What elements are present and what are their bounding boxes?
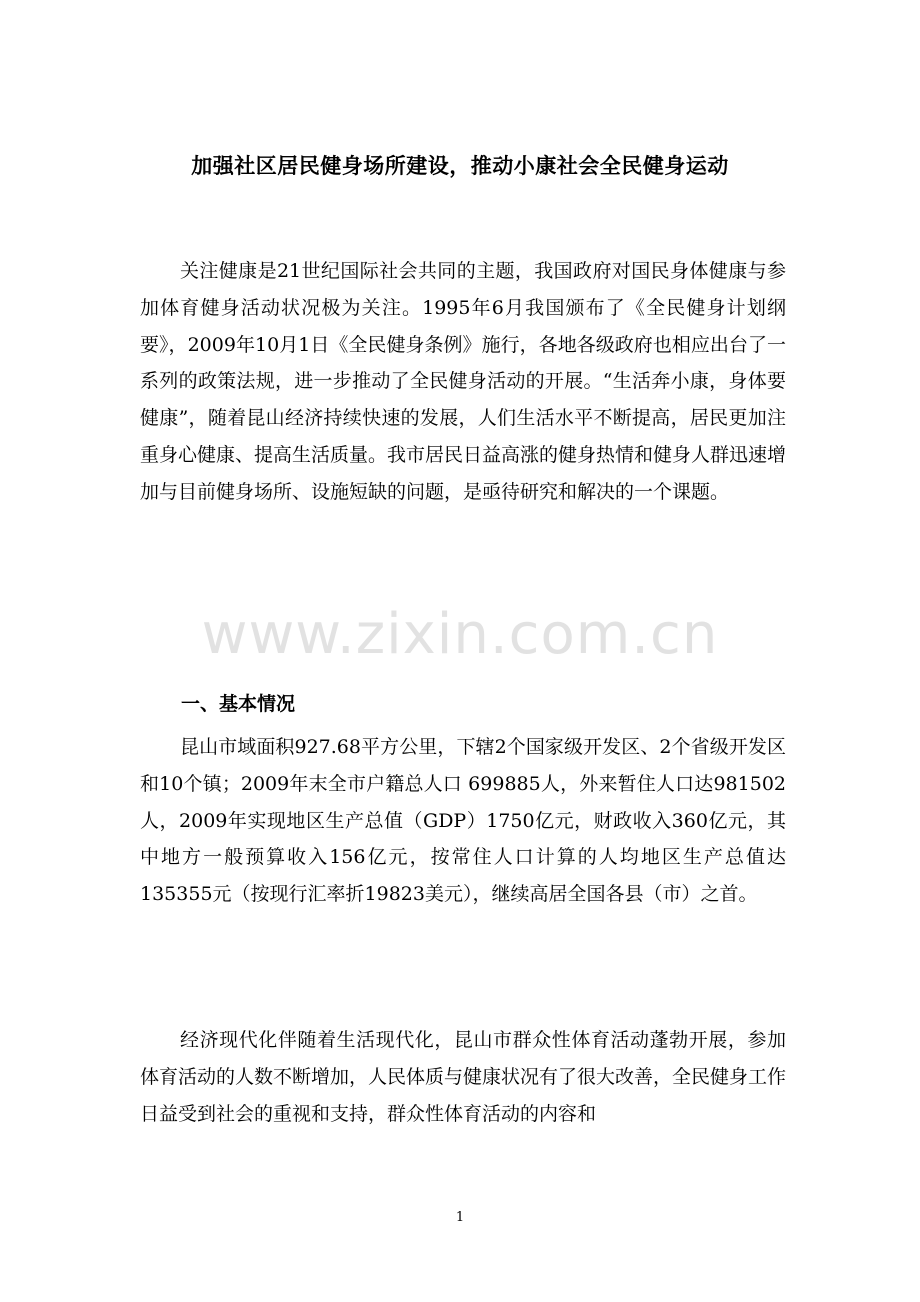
section-paragraph: 昆山市域面积927.68平方公里，下辖2个国家级开发区、2个省级开发区和10个镇；2009年末全市户籍总人口 699885人，外来暂住人口达981502人，2009年实现地区生产总值（GDP）1750亿元，财政收入360亿元，其中地方一般预算收入156亿元，按常住人口计算的人均地区生产总值达135355元（按现行汇率折19823美元），继续高居全国各县（市）之首。 (140, 736, 786, 906)
intro-paragraph: 关注健康是21世纪国际社会共同的主题，我国政府对国民身体健康与参加体育健身活动状况极为关注。1995年6月我国颁布了《全民健身计划纲要》，2009年10月1日《全民健身条例》施行，各地各级政府也相应出台了一系列的政策法规，进一步推动了全民健身活动的开展。“生活奔小康，身体要健康”，随着昆山经济持续快速的发展，人们生活水平不断提高，居民更加注重身心健康、提高生活质量。我市居民日益高涨的健身热情和健身人群迅速增加与目前健身场所、设施短缺的问题，是亟待研究和解决的一个课题。 (140, 260, 787, 503)
page-number: 1 (455, 1210, 465, 1225)
document-title: 加强社区居民健身场所建设，推动小康社会全民健身运动 (191, 154, 729, 178)
section-heading: 一、基本情况 (181, 693, 296, 715)
watermark: www.zixin.com.cn (201, 602, 719, 667)
section-paragraph: 经济现代化伴随着生活现代化，昆山市群众性体育活动蓬勃开展，参加体育活动的人数不断增加，人民体质与健康状况有了很大改善，全民健身工作日益受到社会的重视和支持，群众性体育活动的内容和 (140, 1029, 787, 1125)
